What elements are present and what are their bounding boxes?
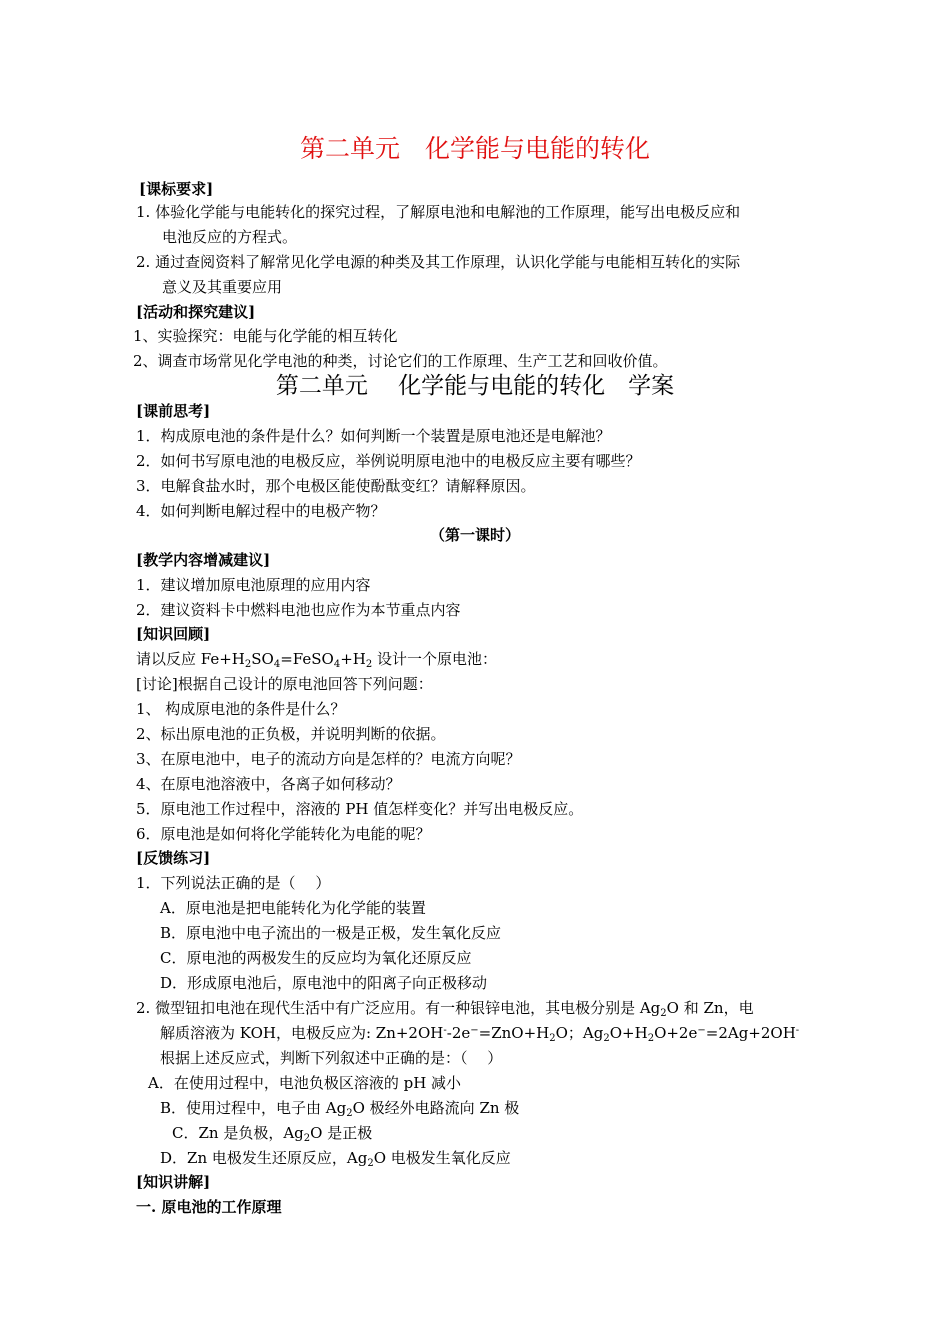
q1-option-d: D．形成原电池后，原电池中的阳离子向正极移动 — [160, 974, 488, 992]
q2-option-a: A．在使用过程中，电池负极区溶液的 pH 减小 — [148, 1074, 462, 1092]
section-1-title: 一. 原电池的工作原理 — [136, 1198, 282, 1216]
zshg-item-5: 5．原电池工作过程中，溶液的 PH 值怎样变化？并写出电极反应。 — [136, 800, 584, 818]
question-2-line-2: 解质溶液为 KOH，电极反应为: $Zn+2OH^--2e^-=ZnO+H_2O$；$Ag_2O+H_2O+2e^-=2Ag+2OH^-$ — [160, 1024, 800, 1044]
jxnr-item-1: 1．建议增加原电池原理的应用内容 — [136, 576, 371, 594]
section-heading-jxnr: [教学内容增减建议] — [136, 551, 271, 569]
section-heading-fklx: [反馈练习] — [136, 849, 211, 867]
section-heading-zsjj: [知识讲解] — [136, 1173, 211, 1191]
reaction-line: 请以反应 $Fe+H_2SO_4=FeSO_4+H_2$ 设计一个原电池： — [136, 650, 498, 670]
section-heading-kebiao: [课标要求] — [139, 180, 214, 198]
section-heading-huodong: [活动和探究建议] — [136, 303, 256, 321]
question-1: 1．下列说法正确的是（ ） — [136, 874, 331, 892]
kebiao-item-1-line-2: 电池反应的方程式。 — [162, 228, 298, 246]
kqsk-item-3: 3．电解食盐水时，那个电极区能使酚酞变红？请解释原因。 — [136, 477, 536, 495]
section-heading-kqsk: [课前思考] — [136, 402, 211, 420]
kqsk-item-4: 4．如何判断电解过程中的电极产物？ — [136, 502, 386, 520]
page-title: 第二单元 化学能与电能的转化 — [299, 134, 650, 163]
zshg-item-1: 1、 构成原电池的条件是什么？ — [136, 700, 346, 718]
zshg-item-2: 2、标出原电池的正负极，并说明判断的依据。 — [136, 725, 446, 743]
zshg-item-3: 3、在原电池中，电子的流动方向是怎样的？电流方向呢？ — [136, 750, 521, 768]
huodong-item-1: 1、实验探究：电能与化学能的相互转化 — [133, 327, 398, 345]
zshg-item-4: 4、在原电池溶液中，各离子如何移动？ — [136, 775, 401, 793]
section-heading-zshg: [知识回顾] — [136, 625, 211, 643]
kebiao-item-2-line-2: 意义及其重要应用 — [162, 278, 283, 296]
q2-option-b: B．使用过程中，电子由 $Ag_2O$ 极经外电路流向 Zn 极 — [160, 1099, 520, 1119]
lesson-label: （第一课时） — [429, 526, 520, 544]
question-2-line-3: 根据上述反应式，判断下列叙述中正确的是：（ ） — [160, 1049, 503, 1067]
discuss-line: [讨论]根据自己设计的原电池回答下列问题： — [136, 675, 433, 693]
kebiao-item-2-line-1: 2. 通过查阅资料了解常见化学电源的种类及其工作原理，认识化学能与电能相互转化的实际 — [136, 253, 741, 271]
q1-option-b: B．原电池中电子流出的一极是正极，发生氧化反应 — [160, 924, 502, 942]
jxnr-item-2: 2．建议资料卡中燃料电池也应作为本节重点内容 — [136, 601, 461, 619]
kebiao-item-1-line-1: 1. 体验化学能与电能转化的探究过程，了解原电池和电解池的工作原理，能写出电极反应和 — [136, 203, 741, 221]
kqsk-item-2: 2．如何书写原电池的电极反应，举例说明原电池中的电极反应主要有哪些？ — [136, 452, 641, 470]
question-2-line-1: 2. 微型钮扣电池在现代生活中有广泛应用。有一种银锌电池，其电极分别是 $Ag_2O$ 和 Zn，电 — [136, 999, 754, 1019]
kqsk-item-1: 1．构成原电池的条件是什么？如何判断一个装置是原电池还是电解池？ — [136, 427, 611, 445]
page-subtitle: 第二单元 化学能与电能的转化 学案 — [275, 373, 675, 399]
q2-option-d: D．Zn 电极发生还原反应，$Ag_2O$ 电极发生氧化反应 — [160, 1149, 511, 1169]
q2-option-c: C．Zn 是负极，$Ag_2O$ 是正极 — [172, 1124, 373, 1144]
zshg-item-6: 6．原电池是如何将化学能转化为电能的呢？ — [136, 825, 431, 843]
huodong-item-2: 2、调查市场常见化学电池的种类，讨论它们的工作原理、生产工艺和回收价值。 — [133, 352, 668, 370]
q1-option-c: C．原电池的两极发生的反应均为氧化还原反应 — [160, 949, 472, 967]
q1-option-a: A．原电池是把电能转化为化学能的装置 — [160, 899, 426, 917]
